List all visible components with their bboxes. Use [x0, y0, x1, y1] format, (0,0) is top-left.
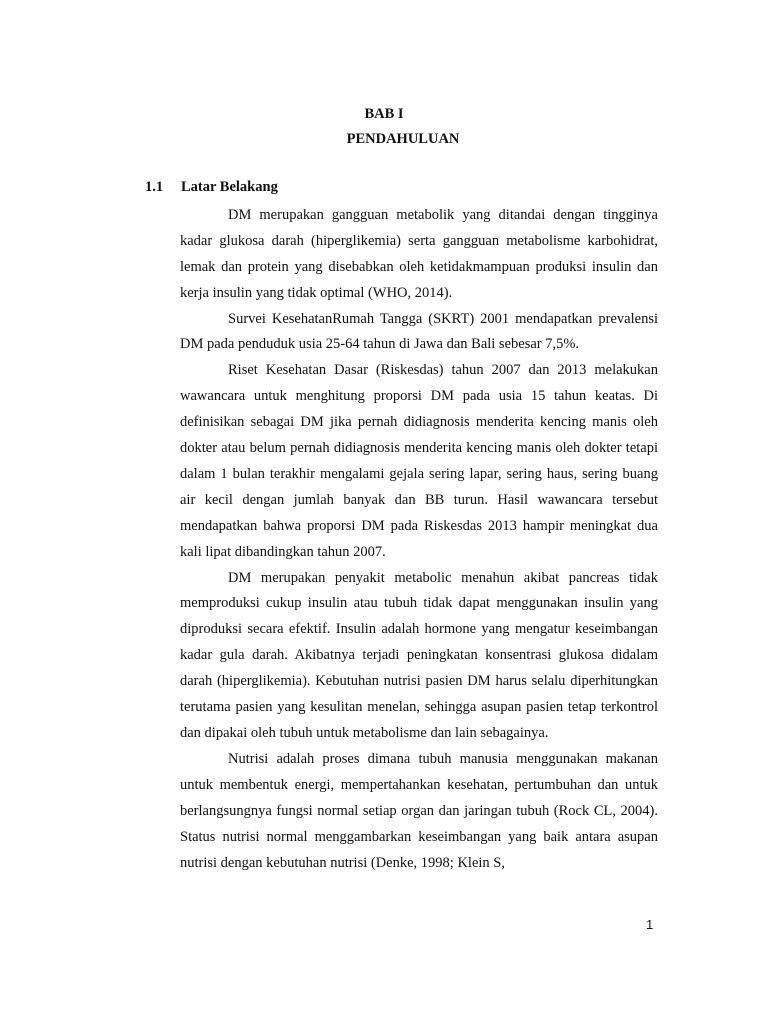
paragraph: Riset Kesehatan Dasar (Riskesdas) tahun 2007 dan 2013 melakukan wawancara untuk menghitung proporsi DM pada usia 15 tahun keatas. Di definisikan sebagai DM jika pernah didiagnosis menderita kencing manis oleh dokter atau belum pernah didiagnosis menderita kencing manis oleh dokter tetapi dalam 1 bulan terakhir mengalami gejala sering lapar, sering haus, sering buang air kecil dengan jumlah banyak dan BB turun. Hasil wawancara tersebut mendapatkan bahwa proporsi DM pada Riskesdas 2013 hampir meningkat dua kali lipat dibandingkan tahun 2007.	[180, 362, 658, 560]
body-text	[180, 177, 658, 876]
chapter-title: PENDAHULUAN	[346, 131, 460, 147]
paragraph: Survei KesehatanRumah Tangga (SKRT) 2001 mendapatkan prevalensi DM pada penduduk usia 25-64 tahun di Jawa dan Bali sebesar 7,5%.	[180, 310, 658, 353]
section-number: 1.1	[145, 179, 164, 195]
paragraph: DM merupakan gangguan metabolik yang ditandai dengan tingginya kadar glukosa darah (hiperglikemia) serta gangguan metabolisme karbohidrat, lemak dan protein yang disebabkan oleh ketidakmampuan produksi insulin dan kerja insulin yang tidak optimal (WHO, 2014).	[180, 206, 658, 301]
section-title: Latar Belakang	[181, 179, 278, 195]
page-number: 1	[646, 917, 654, 932]
paragraph: DM merupakan penyakit metabolic menahun akibat pancreas tidak memproduksi cukup insulin atau tubuh tidak dapat menggunakan insulin yang diproduksi secara efektif. Insulin adalah hormone yang mengatur keseimbangan kadar gula darah. Akibatnya terjadi peningkatan konsentrasi glukosa didalam darah (hiperglikemia). Kebutuhan nutrisi pasien DM harus selalu diperhitungkan terutama pasien yang kesulitan menelan, sehingga asupan pasien tetap terkontrol dan dipakai oleh tubuh untuk metabolisme dan lain sebagainya.	[180, 569, 658, 742]
chapter-number: BAB I	[364, 106, 404, 122]
paragraph: Nutrisi adalah proses dimana tubuh manusia menggunakan makanan untuk membentuk energi, mempertahankan kesehatan, pertumbuhan dan untuk berlangsungnya fungsi normal setiap organ dan jaringan tubuh (Rock CL, 2004). Status nutrisi normal menggambarkan keseimbangan yang baik antara asupan nutrisi dengan kebutuhan nutrisi (Denke, 1998; Klein S,	[180, 750, 658, 871]
